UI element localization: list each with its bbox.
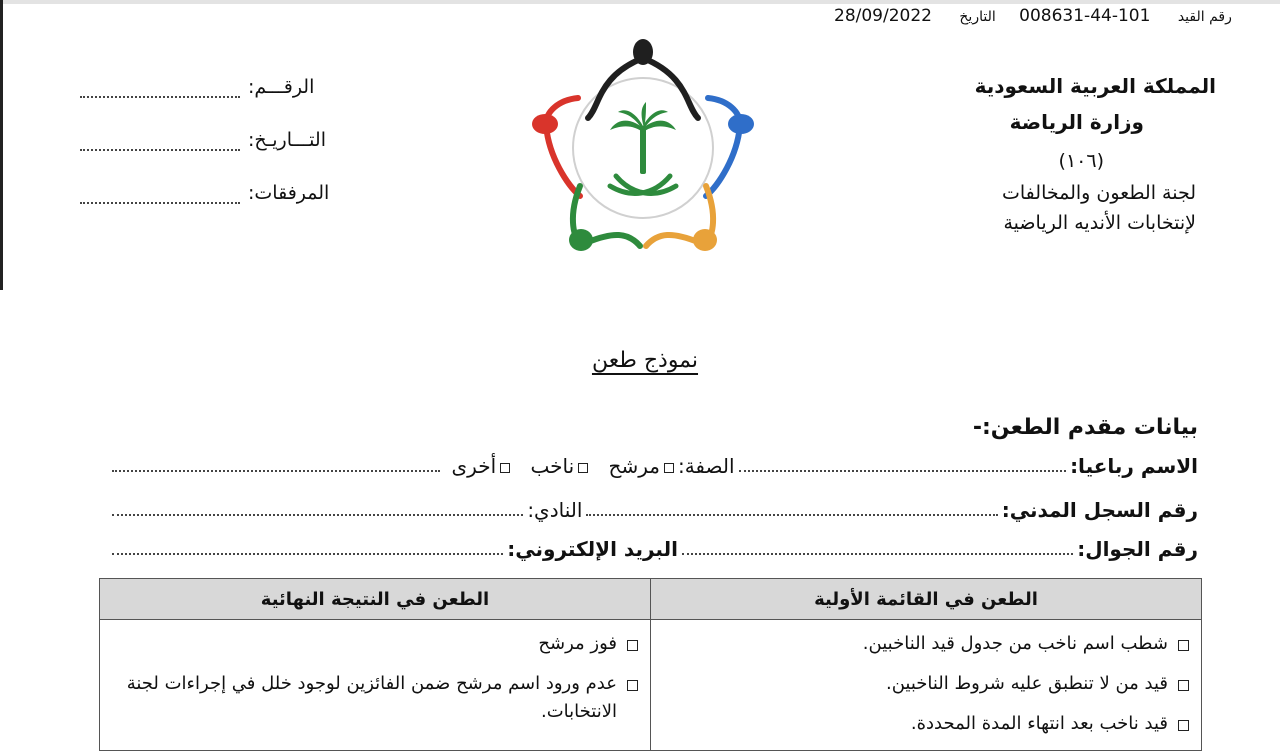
header-date-field — [80, 129, 326, 151]
final-option-2-label: عدم ورود اسم مرشح ضمن الفائزين لوجود خلل في إجراءات لجنة الانتخابات. — [126, 673, 617, 722]
final-option-1-checkbox[interactable] — [627, 640, 638, 651]
committee-line-2: لإنتخابات الأنديه الرياضية — [1003, 212, 1196, 234]
kingdom-name: المملكة العربية السعودية — [974, 74, 1216, 98]
ministry-logo — [528, 36, 758, 258]
preliminary-option-1-label: شطب اسم ناخب من جدول قيد الناخبين. — [862, 633, 1168, 654]
capacity-label: الصفة: — [677, 454, 735, 478]
committee-line-1: لجنة الطعون والمخالفات — [1002, 182, 1196, 204]
registration-number: 101-44-008631 — [1019, 6, 1151, 26]
logo-head-orange — [693, 229, 717, 251]
attachments-dotline — [80, 192, 240, 204]
preliminary-option-1-checkbox[interactable] — [1178, 640, 1189, 651]
list-item — [112, 630, 638, 658]
logo-arc-dark-left — [588, 58, 643, 118]
list-item — [663, 710, 1189, 738]
table-body-row — [100, 620, 1202, 751]
civil-id-dotline[interactable] — [586, 504, 997, 516]
preliminary-option-3-label: قيد ناخب بعد انتهاء المدة المحددة. — [910, 713, 1168, 734]
list-item — [663, 670, 1189, 698]
attachments-label: المرفقات: — [248, 182, 330, 204]
list-item — [112, 670, 638, 726]
header-attachments-field — [80, 182, 329, 204]
logo-arc-green-bottom — [588, 235, 640, 246]
final-options-cell — [100, 620, 651, 751]
civil-club-row — [108, 498, 1198, 522]
club-label: النادي: — [527, 498, 583, 522]
logo-head-green — [569, 229, 593, 251]
capacity-other-label: أخرى — [451, 454, 497, 478]
left-edge-border — [0, 0, 3, 290]
registration-meta — [830, 6, 1232, 26]
final-option-1-label: فوز مرشح — [538, 633, 617, 654]
mobile-dotline[interactable] — [682, 543, 1073, 555]
header-number-field — [80, 76, 314, 98]
capacity-dotline[interactable] — [112, 460, 440, 472]
logo-head-dark — [633, 39, 653, 65]
logo-arc-orange-bottom — [646, 235, 698, 246]
name-capacity-row — [108, 454, 1198, 478]
mobile-email-row — [108, 537, 1198, 561]
final-column-header: الطعن في النتيجة النهائية — [100, 579, 651, 620]
name-dotline[interactable] — [739, 460, 1067, 472]
date-label: التاريخ — [959, 9, 996, 25]
preliminary-column-header: الطعن في القائمة الأولية — [651, 579, 1202, 620]
header-date-label: التـــاريـخ: — [248, 129, 326, 151]
registration-label: رقم القيد — [1177, 9, 1232, 25]
list-item — [663, 630, 1189, 658]
number-dotline — [80, 86, 240, 98]
table-header-row — [100, 579, 1202, 620]
email-label: البريد الإلكتروني: — [507, 537, 678, 561]
club-dotline[interactable] — [112, 504, 523, 516]
email-dotline[interactable] — [112, 543, 503, 555]
ministry-name: وزارة الرياضة — [1009, 110, 1144, 134]
committee-number: (١٠٦) — [1058, 150, 1104, 172]
number-label: الرقـــم: — [248, 76, 315, 98]
name-label: الاسم رباعيا: — [1070, 454, 1198, 478]
preliminary-option-2-checkbox[interactable] — [1178, 680, 1189, 691]
preliminary-option-2-label: قيد من لا تنطبق عليه شروط الناخبين. — [885, 673, 1168, 694]
crossed-swords-icon — [610, 176, 676, 193]
form-title: نموذج طعن — [591, 348, 699, 373]
capacity-voter-label: ناخب — [530, 454, 575, 478]
capacity-candidate-label: مرشح — [608, 454, 660, 478]
date-value: 28/09/2022 — [834, 6, 932, 26]
preliminary-option-3-checkbox[interactable] — [1178, 720, 1189, 731]
logo-arc-dark-right — [643, 58, 698, 118]
preliminary-options-cell — [651, 620, 1202, 751]
palm-tree-icon — [610, 102, 676, 174]
top-border — [0, 0, 1280, 4]
final-option-2-checkbox[interactable] — [627, 680, 638, 691]
date-dotline — [80, 139, 240, 151]
capacity-voter-checkbox[interactable] — [578, 463, 588, 473]
logo-head-blue — [728, 114, 754, 134]
appeal-type-table — [99, 578, 1202, 751]
civil-id-label: رقم السجل المدني: — [1001, 498, 1198, 522]
capacity-candidate-checkbox[interactable] — [664, 463, 674, 473]
capacity-other-checkbox[interactable] — [500, 463, 510, 473]
mobile-label: رقم الجوال: — [1077, 537, 1198, 561]
logo-head-red — [532, 114, 558, 134]
applicant-section-title: بيانات مقدم الطعن:- — [972, 415, 1198, 440]
capacity-options — [452, 454, 678, 478]
